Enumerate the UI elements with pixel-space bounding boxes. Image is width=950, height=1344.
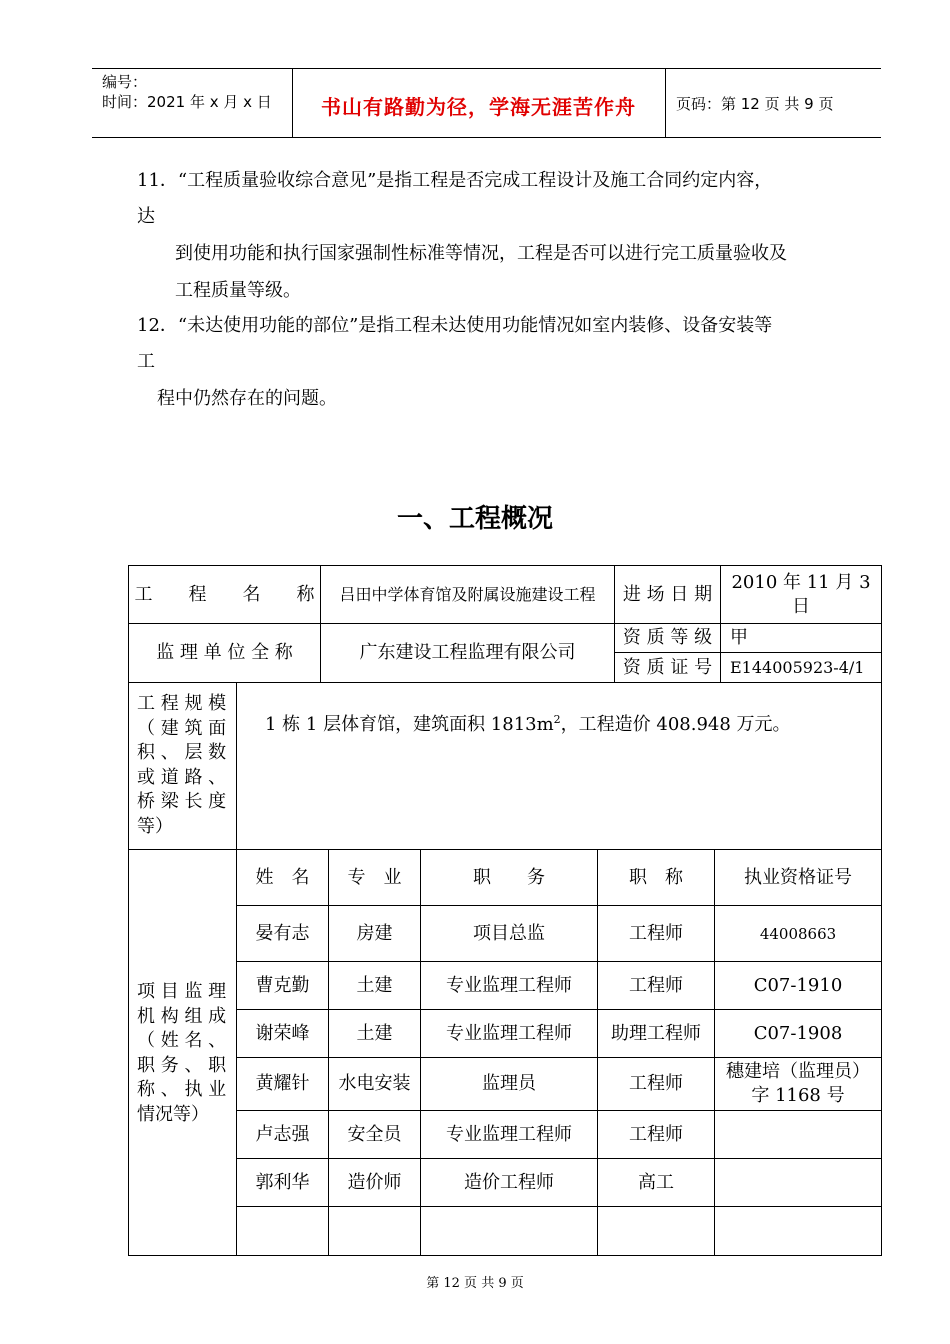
staff-cell-major: 水电安装 bbox=[338, 1073, 411, 1094]
staff-cell-position: 项目总监 bbox=[473, 922, 545, 944]
staff-cell-position: 造价工程师 bbox=[464, 1171, 554, 1193]
entry-date-label: 进 场 日 期 bbox=[622, 583, 713, 605]
staff-cell-major: 安全员 bbox=[347, 1123, 402, 1145]
staff-cell-title: 工程师 bbox=[629, 974, 683, 996]
staff-cell-cert: C07-1910 bbox=[753, 974, 843, 996]
staff-cell-cert bbox=[715, 1207, 881, 1255]
project-name-value: 吕田中学体育馆及附属设施建设工程 bbox=[339, 584, 596, 604]
org-label-line: 机 构 组 成 bbox=[137, 1005, 227, 1027]
header-motto: 书山有路勤为径，学海无涯苦作舟 bbox=[321, 95, 636, 119]
staff-cell-title: 工程师 bbox=[629, 1073, 683, 1094]
scale-value-text-post: ，工程造价 408.948 万元。 bbox=[560, 714, 791, 735]
scale-label-line: 积 、 层 数 bbox=[137, 742, 227, 763]
scale-label bbox=[137, 692, 232, 839]
staff-cell-major: 土建 bbox=[356, 1022, 393, 1044]
staff-cell-position bbox=[421, 1207, 597, 1255]
staff-cell-position: 专业监理工程师 bbox=[446, 1022, 572, 1044]
staff-cell-name bbox=[237, 1207, 328, 1255]
header-divider bbox=[665, 69, 666, 137]
note-11-line4: 工程质量等级。 bbox=[175, 280, 301, 301]
staff-cell-cert bbox=[715, 1111, 881, 1158]
doc-time-label: 时间：2021 年 x 月 x 日 bbox=[102, 93, 272, 111]
staff-cell-major: 土建 bbox=[356, 974, 393, 996]
project-name-label: 工 程 名 称 bbox=[134, 583, 315, 605]
staff-cell-cert: 穗建培（监理员）字 1168 号 bbox=[726, 1061, 870, 1106]
page-header bbox=[92, 68, 881, 138]
staff-cell-name: 谢荣峰 bbox=[255, 1022, 310, 1044]
scale-label-line: 等） bbox=[137, 815, 173, 837]
section-title: 一、工程概况 bbox=[396, 504, 553, 534]
staff-header-cert: 执业资格证号 bbox=[744, 866, 852, 888]
org-label-line: （ 姓 名 、 bbox=[137, 1030, 227, 1051]
note-12-line2: 工 bbox=[137, 351, 155, 372]
scale-label-line: 或 道 路 、 bbox=[137, 766, 227, 788]
qual-cert-label: 资 质 证 号 bbox=[622, 656, 713, 678]
staff-cell-cert: 44008663 bbox=[759, 924, 837, 943]
note-12-line3: 程中仍然存在的问题。 bbox=[157, 388, 337, 409]
note-12-line1: 12．“未达使用功能的部位”是指工程未达使用功能情况如室内装修、设备安装等 bbox=[137, 315, 773, 336]
org-label-line: 称 、 执 业 bbox=[137, 1079, 227, 1100]
project-overview-table bbox=[128, 565, 882, 1256]
staff-cell-position: 监理员 bbox=[482, 1073, 536, 1094]
note-11-line1: 11．“工程质量验收综合意见”是指工程是否完成工程设计及施工合同约定内容， bbox=[137, 170, 773, 191]
scale-value bbox=[265, 710, 791, 736]
staff-cell-title: 工程师 bbox=[629, 1123, 683, 1145]
staff-cell-name: 黄耀针 bbox=[255, 1073, 310, 1094]
qual-level-value: 甲 bbox=[730, 627, 748, 648]
staff-cell-name: 郭利华 bbox=[255, 1171, 310, 1193]
staff-header-major: 专 业 bbox=[347, 866, 402, 888]
staff-cell-cert bbox=[715, 1159, 881, 1206]
staff-cell-name: 卢志强 bbox=[255, 1123, 310, 1145]
staff-cell-title: 工程师 bbox=[629, 922, 683, 944]
staff-header-position: 职 务 bbox=[473, 866, 545, 888]
org-label-line: 情况等） bbox=[137, 1103, 209, 1125]
scale-value-sup: 2 bbox=[553, 713, 561, 726]
staff-cell-major bbox=[329, 1207, 420, 1255]
staff-cell-title: 助理工程师 bbox=[611, 1022, 701, 1044]
scale-value-text: 1 栋 1 层体育馆，建筑面积 1813m bbox=[265, 714, 554, 735]
doc-number-label: 编号： bbox=[102, 73, 148, 91]
staff-cell-cert: C07-1908 bbox=[753, 1022, 843, 1044]
staff-cell-title bbox=[598, 1207, 714, 1255]
scale-label-line: 工 程 规 模 bbox=[137, 693, 227, 714]
org-label-line: 项 目 监 理 bbox=[137, 981, 227, 1002]
note-11-line3: 到使用功能和执行国家强制性标准等情况，工程是否可以进行完工质量验收及 bbox=[175, 243, 787, 264]
staff-cell-title: 高工 bbox=[638, 1171, 674, 1193]
org-label bbox=[137, 980, 232, 1127]
staff-cell-major: 房建 bbox=[356, 922, 393, 944]
scale-label-line: （ 建 筑 面 bbox=[137, 717, 227, 739]
header-page-info: 页码：第 12 页 共 9 页 bbox=[676, 95, 834, 113]
qual-level-label: 资 质 等 级 bbox=[622, 627, 713, 648]
page-footer: 第 12 页 共 9 页 bbox=[426, 1276, 524, 1291]
supervisor-value: 广东建设工程监理有限公司 bbox=[359, 642, 576, 663]
staff-header-title: 职 称 bbox=[629, 866, 683, 888]
staff-cell-name: 曹克勤 bbox=[255, 974, 310, 996]
staff-cell-name: 晏有志 bbox=[255, 922, 310, 944]
org-label-line: 职 务 、 职 bbox=[137, 1054, 227, 1076]
supervisor-label: 监 理 单 位 全 称 bbox=[156, 642, 293, 663]
staff-cell-position: 专业监理工程师 bbox=[446, 1123, 572, 1145]
staff-cell-major: 造价师 bbox=[347, 1171, 402, 1193]
entry-date-value: 2010 年 11 月 3 日 bbox=[731, 571, 871, 617]
staff-header-name: 姓 名 bbox=[255, 866, 310, 888]
note-11-line2: 达 bbox=[137, 206, 155, 227]
scale-label-line: 桥 梁 长 度 bbox=[137, 791, 227, 812]
qual-cert-value: E144005923-4/1 bbox=[730, 657, 865, 677]
staff-cell-position: 专业监理工程师 bbox=[446, 974, 572, 996]
